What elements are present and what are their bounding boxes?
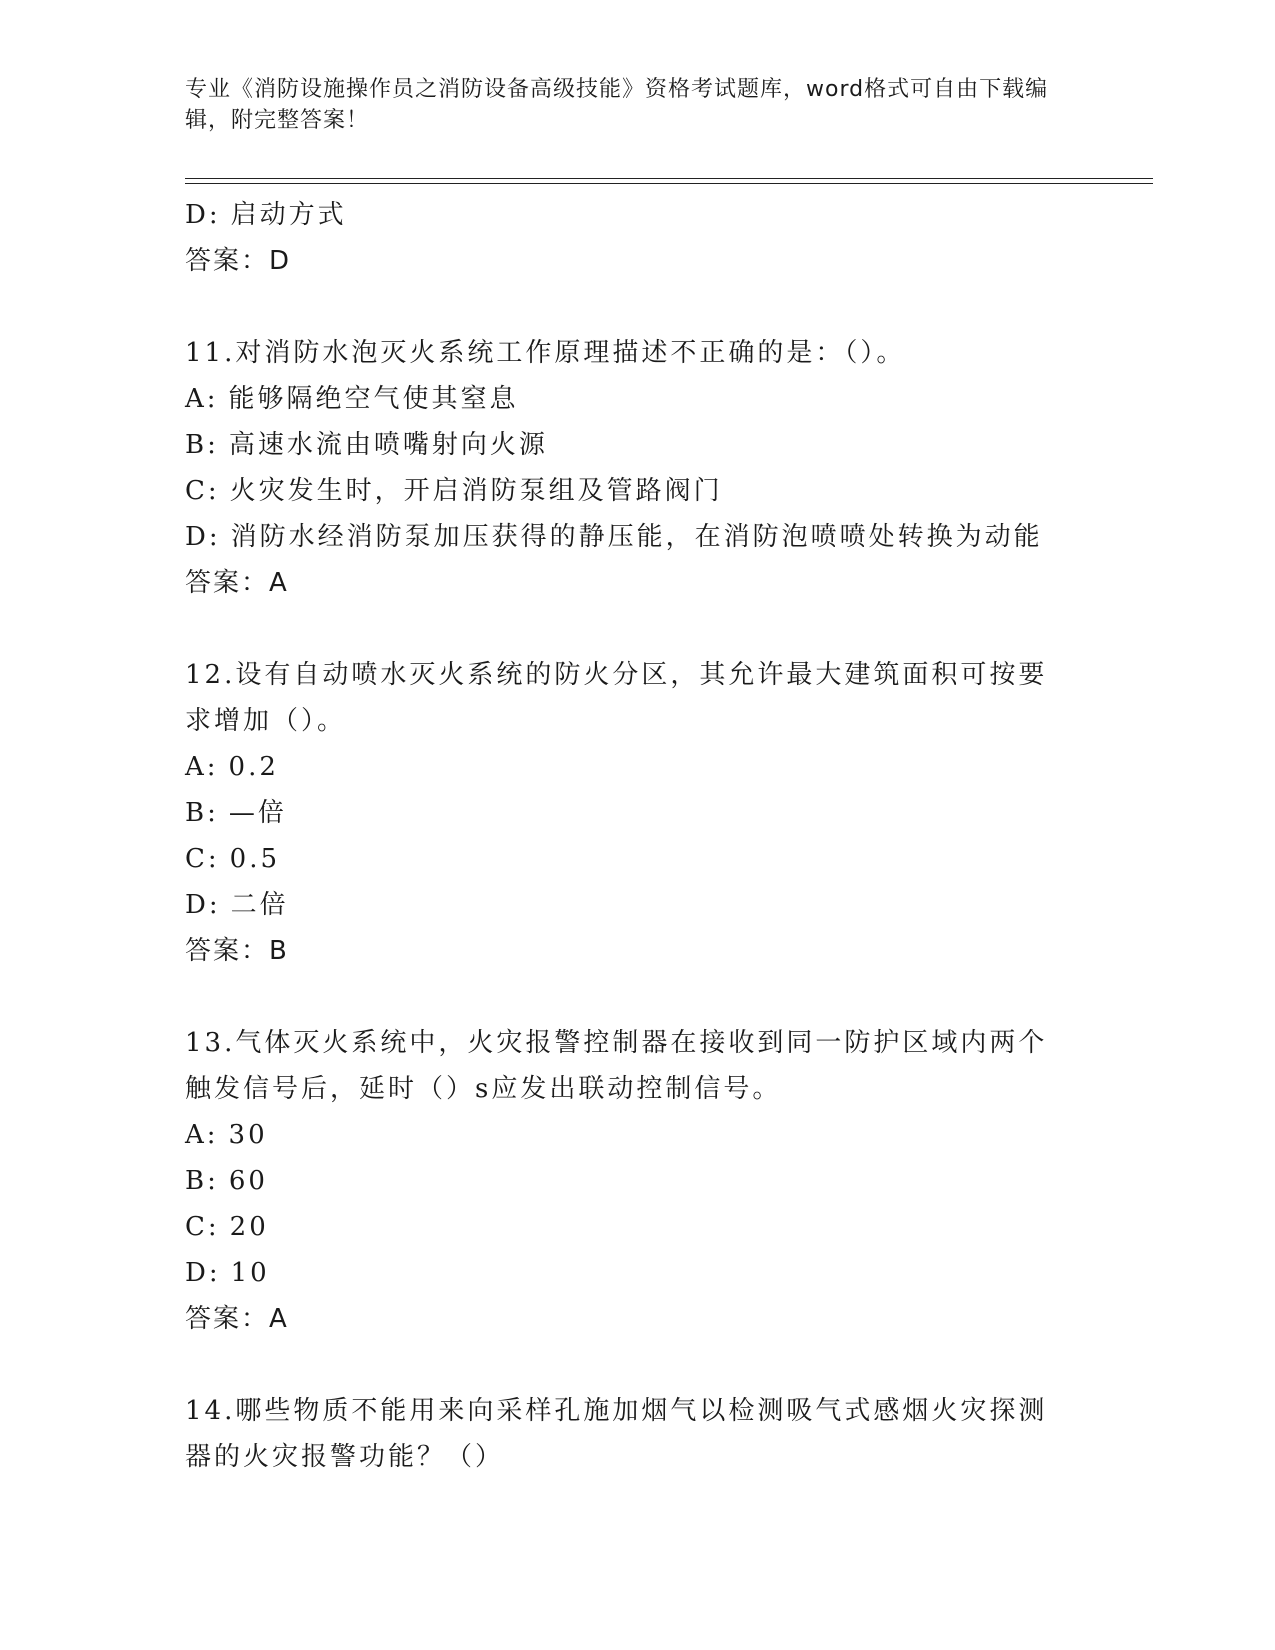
option-text: 火灾发生时，开启消防泵组及管路阀门 xyxy=(229,476,723,506)
question-11-text: 11.对消防水泡灭火系统工作原理描述不正确的是：（）。 xyxy=(185,338,906,368)
option-letter: A: xyxy=(185,752,219,782)
option-text: 0.5 xyxy=(229,844,281,874)
header-divider-top xyxy=(185,178,1153,179)
option-a xyxy=(185,376,1085,422)
option-text: 60 xyxy=(228,1166,268,1196)
option-b xyxy=(185,790,1085,836)
option-letter: A: xyxy=(185,1120,219,1150)
spacer xyxy=(185,974,1085,1020)
document-body xyxy=(185,192,1085,1480)
option-letter: B: xyxy=(185,430,219,460)
option-text: 30 xyxy=(228,1120,268,1150)
option-letter: D: xyxy=(185,522,221,552)
option-text: 能够隔绝空气使其窒息 xyxy=(228,384,519,414)
spacer xyxy=(185,1342,1085,1388)
option-letter: C: xyxy=(185,844,220,874)
option-text: 10 xyxy=(230,1258,270,1288)
question-13-text: 13.气体灭火系统中，火灾报警控制器在接收到同一防护区域内两个触发信号后，延时（）s应发出联动控制信号。 xyxy=(185,1028,1048,1104)
option-a xyxy=(185,744,1085,790)
option-text: 高速水流由喷嘴射向火源 xyxy=(228,430,548,460)
answer-line: 答案：A xyxy=(185,1304,289,1334)
option-a xyxy=(185,1112,1085,1158)
option-letter: C: xyxy=(185,1212,220,1242)
option-b xyxy=(185,422,1085,468)
option-d xyxy=(185,192,1085,238)
option-text: 20 xyxy=(229,1212,269,1242)
option-letter: D: xyxy=(185,200,221,230)
header-divider-bottom xyxy=(185,183,1153,184)
option-c xyxy=(185,468,1085,514)
option-text: —倍 xyxy=(228,798,287,828)
answer-line: 答案：A xyxy=(185,568,289,598)
option-c xyxy=(185,1204,1085,1250)
option-letter: A: xyxy=(185,384,219,414)
option-d xyxy=(185,514,1085,560)
option-letter: D: xyxy=(185,1258,221,1288)
option-text: 0.2 xyxy=(228,752,279,782)
option-letter: C: xyxy=(185,476,220,506)
option-letter: D: xyxy=(185,890,221,920)
option-d xyxy=(185,882,1085,928)
answer-line: 答案：D xyxy=(185,246,292,276)
question-12-text: 12.设有自动喷水灭火系统的防火分区，其允许最大建筑面积可按要求增加（）。 xyxy=(185,660,1048,736)
answer-line: 答案：B xyxy=(185,936,289,966)
option-c xyxy=(185,836,1085,882)
question-14-text: 14.哪些物质不能用来向采样孔施加烟气以检测吸气式感烟火灾探测器的火灾报警功能？（） xyxy=(185,1396,1048,1472)
option-d xyxy=(185,1250,1085,1296)
option-b xyxy=(185,1158,1085,1204)
spacer xyxy=(185,606,1085,652)
option-text: 启动方式 xyxy=(230,200,347,230)
option-text: 消防水经消防泵加压获得的静压能，在消防泡喷喷处转换为动能 xyxy=(230,522,1043,552)
option-letter: B: xyxy=(185,798,219,828)
option-letter: B: xyxy=(185,1166,219,1196)
spacer xyxy=(185,284,1085,330)
option-text: 二倍 xyxy=(230,890,289,920)
document-header: 专业《消防设施操作员之消防设备高级技能》资格考试题库，word格式可自由下载编辑，附完整答案！ xyxy=(185,77,1049,133)
